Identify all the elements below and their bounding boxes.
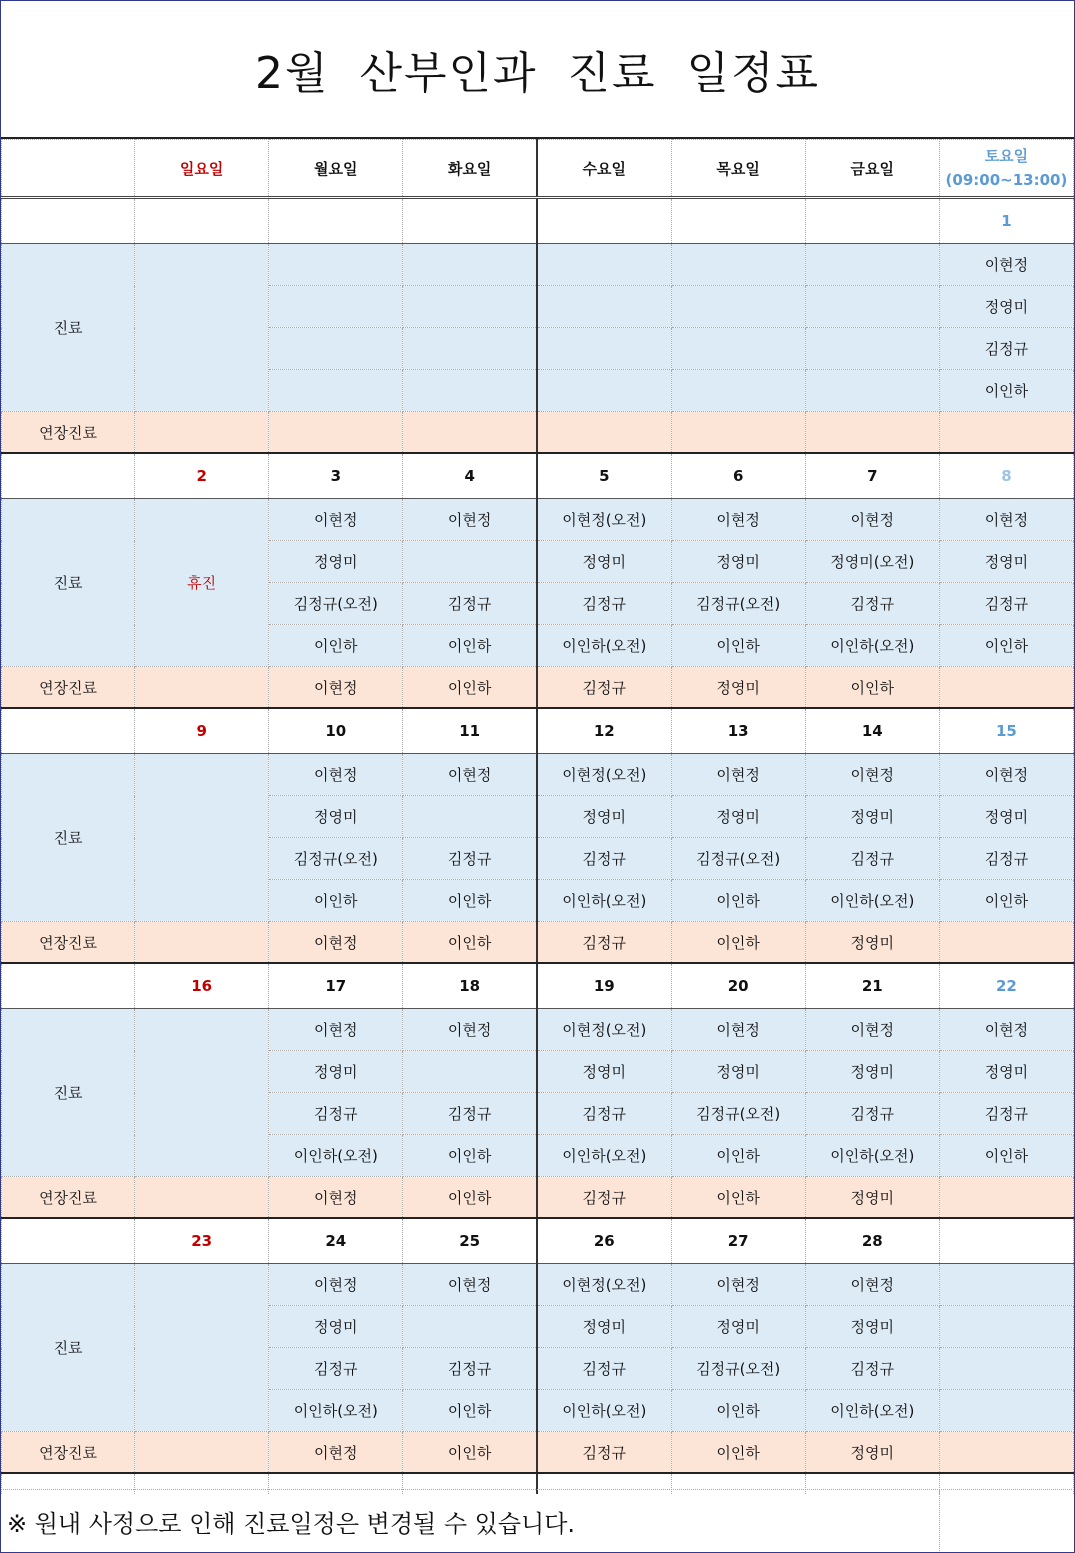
doctor-cell: 이현정 [403, 1009, 537, 1051]
clinic-row [2, 1009, 1074, 1051]
extended-label: 연장진료 [2, 412, 135, 454]
doctor-cell: 정영미 [805, 1051, 939, 1093]
doctor-cell: 김정규(오전) [671, 1093, 805, 1135]
doctor-cell [269, 244, 403, 286]
doctor-cell: 이현정 [805, 1264, 939, 1306]
date-cell [537, 198, 671, 244]
doctor-cell [671, 328, 805, 370]
extended-doctor-cell [939, 922, 1073, 964]
doctor-cell: 정영미 [939, 796, 1073, 838]
doctor-cell: 이인하 [939, 1135, 1073, 1177]
doctor-cell: 정영미 [269, 1306, 403, 1348]
date-cell: 12 [537, 708, 671, 754]
schedule-table [1, 139, 1074, 1494]
date-cell: 25 [403, 1218, 537, 1264]
doctor-cell: 이현정(오전) [537, 499, 671, 541]
doctor-cell: 이현정 [269, 499, 403, 541]
header-friday: 금요일 [805, 140, 939, 198]
doctor-cell: 이현정 [671, 1264, 805, 1306]
doctor-cell: 이현정 [269, 754, 403, 796]
date-cell: 10 [269, 708, 403, 754]
date-cell: 15 [939, 708, 1073, 754]
doctor-cell [537, 244, 671, 286]
doctor-cell: 이현정(오전) [537, 1264, 671, 1306]
doctor-cell: 이현정 [269, 1264, 403, 1306]
header-wednesday: 수요일 [537, 140, 671, 198]
date-cell: 14 [805, 708, 939, 754]
doctor-cell [269, 328, 403, 370]
footnote-column-line [939, 1490, 940, 1553]
extended-clinic-row [2, 1432, 1074, 1474]
extended-clinic-row [2, 412, 1074, 454]
extended-label: 연장진료 [2, 1177, 135, 1219]
extended-doctor-cell: 이인하 [403, 667, 537, 709]
clinic-row [2, 499, 1074, 541]
extended-doctor-cell: 이현정 [269, 667, 403, 709]
date-cell: 2 [135, 453, 269, 499]
date-row-label-cell [2, 453, 135, 499]
doctor-cell: 김정규 [269, 1093, 403, 1135]
extended-doctor-cell: 정영미 [805, 922, 939, 964]
doctor-cell: 이현정(오전) [537, 1009, 671, 1051]
doctor-cell: 이현정 [403, 754, 537, 796]
header-blank-cell [2, 140, 135, 198]
doctor-cell [403, 1306, 537, 1348]
date-cell [403, 198, 537, 244]
clinic-row [2, 1264, 1074, 1306]
week-date-row [2, 963, 1074, 1009]
doctor-cell [805, 328, 939, 370]
extended-doctor-cell: 이인하 [671, 1177, 805, 1219]
date-row-label-cell [2, 198, 135, 244]
doctor-cell: 정영미 [805, 1306, 939, 1348]
header-tuesday: 화요일 [403, 140, 537, 198]
header-monday: 월요일 [269, 140, 403, 198]
clinic-label: 진료 [2, 1009, 135, 1177]
doctor-cell: 김정규 [537, 583, 671, 625]
doctor-cell: 이인하 [671, 1135, 805, 1177]
doctor-cell [537, 286, 671, 328]
doctor-cell: 이인하(오전) [537, 880, 671, 922]
doctor-cell: 김정규 [537, 1093, 671, 1135]
doctor-cell [537, 370, 671, 412]
doctor-cell: 정영미 [537, 1306, 671, 1348]
sunday-cell: 휴진 [135, 499, 269, 667]
sunday-cell [135, 244, 269, 412]
date-cell: 18 [403, 963, 537, 1009]
extended-doctor-cell: 김정규 [537, 667, 671, 709]
extended-doctor-cell [671, 412, 805, 454]
doctor-cell [403, 286, 537, 328]
date-cell: 6 [671, 453, 805, 499]
doctor-cell: 이현정 [805, 1009, 939, 1051]
doctor-cell [671, 244, 805, 286]
clinic-row [2, 244, 1074, 286]
extended-doctor-cell [939, 667, 1073, 709]
date-cell: 9 [135, 708, 269, 754]
extended-label: 연장진료 [2, 922, 135, 964]
doctor-cell: 이현정 [671, 754, 805, 796]
extended-doctor-cell: 김정규 [537, 1432, 671, 1474]
sunday-cell [135, 754, 269, 922]
doctor-cell [671, 370, 805, 412]
doctor-cell: 김정규(오전) [671, 838, 805, 880]
doctor-cell: 이인하(오전) [805, 1135, 939, 1177]
date-cell: 28 [805, 1218, 939, 1264]
extended-doctor-cell [269, 412, 403, 454]
sunday-cell [135, 1264, 269, 1432]
doctor-cell: 정영미 [269, 1051, 403, 1093]
extended-doctor-cell: 이현정 [269, 1432, 403, 1474]
doctor-cell: 이인하(오전) [805, 1390, 939, 1432]
doctor-cell: 김정규 [403, 1093, 537, 1135]
extended-sunday-cell [135, 1432, 269, 1474]
extended-sunday-cell [135, 1177, 269, 1219]
doctor-cell: 이인하 [939, 880, 1073, 922]
header-sunday: 일요일 [135, 140, 269, 198]
doctor-cell [939, 1306, 1073, 1348]
header-saturday-label: 토요일 [984, 147, 1029, 165]
doctor-cell: 김정규(오전) [269, 583, 403, 625]
doctor-cell: 김정규 [805, 1093, 939, 1135]
doctor-cell: 이현정 [671, 1009, 805, 1051]
extended-sunday-cell [135, 412, 269, 454]
date-cell [269, 198, 403, 244]
sunday-cell [135, 1009, 269, 1177]
extended-doctor-cell [537, 412, 671, 454]
extended-doctor-cell: 이인하 [671, 1432, 805, 1474]
extended-doctor-cell: 정영미 [805, 1432, 939, 1474]
doctor-cell: 김정규 [805, 838, 939, 880]
doctor-cell: 이현정 [805, 754, 939, 796]
doctor-cell [403, 796, 537, 838]
date-cell: 1 [939, 198, 1073, 244]
extended-doctor-cell: 이인하 [671, 922, 805, 964]
week-date-row [2, 708, 1074, 754]
doctor-cell: 정영미 [537, 1051, 671, 1093]
extended-doctor-cell [939, 412, 1073, 454]
doctor-cell: 김정규 [805, 583, 939, 625]
extended-label: 연장진료 [2, 1432, 135, 1474]
doctor-cell [403, 541, 537, 583]
extended-doctor-cell: 이현정 [269, 922, 403, 964]
doctor-cell: 이인하 [403, 1390, 537, 1432]
page-title: 2월 산부인과 진료 일정표 [1, 1, 1074, 139]
doctor-cell: 정영미 [671, 1306, 805, 1348]
extended-doctor-cell [939, 1177, 1073, 1219]
date-cell [135, 198, 269, 244]
doctor-cell: 김정규(오전) [671, 583, 805, 625]
doctor-cell: 이현정 [671, 499, 805, 541]
date-cell: 7 [805, 453, 939, 499]
extended-doctor-cell: 이인하 [403, 922, 537, 964]
clinic-row [2, 754, 1074, 796]
extended-doctor-cell: 이인하 [403, 1432, 537, 1474]
doctor-cell: 정영미 [671, 541, 805, 583]
doctor-cell: 김정규 [939, 328, 1073, 370]
extended-doctor-cell: 김정규 [537, 1177, 671, 1219]
doctor-cell: 정영미 [671, 796, 805, 838]
date-row-label-cell [2, 708, 135, 754]
doctor-cell: 이현정 [939, 499, 1073, 541]
extended-doctor-cell: 이인하 [403, 1177, 537, 1219]
doctor-cell [269, 370, 403, 412]
doctor-cell: 정영미 [269, 796, 403, 838]
doctor-cell: 이인하(오전) [537, 1135, 671, 1177]
doctor-cell [403, 1051, 537, 1093]
extended-doctor-cell [805, 412, 939, 454]
footnote-area [1, 1489, 1074, 1553]
date-cell: 24 [269, 1218, 403, 1264]
doctor-cell: 김정규 [537, 838, 671, 880]
date-cell: 4 [403, 453, 537, 499]
doctor-cell: 김정규 [269, 1348, 403, 1390]
extended-doctor-cell [403, 412, 537, 454]
doctor-cell: 김정규 [403, 838, 537, 880]
header-saturday-hours: (09:00~13:00) [945, 171, 1068, 189]
date-cell: 8 [939, 453, 1073, 499]
date-cell [939, 1218, 1073, 1264]
doctor-cell: 이현정 [805, 499, 939, 541]
doctor-cell: 이현정 [269, 1009, 403, 1051]
extended-doctor-cell [939, 1432, 1073, 1474]
date-row-label-cell [2, 1218, 135, 1264]
extended-clinic-row [2, 1177, 1074, 1219]
doctor-cell: 김정규(오전) [269, 838, 403, 880]
date-cell: 13 [671, 708, 805, 754]
footnote: ※ 원내 사정으로 인해 진료일정은 변경될 수 있습니다. [7, 1510, 576, 1538]
doctor-cell: 이현정(오전) [537, 754, 671, 796]
date-cell: 23 [135, 1218, 269, 1264]
doctor-cell: 이인하(오전) [269, 1390, 403, 1432]
doctor-cell: 김정규 [403, 1348, 537, 1390]
doctor-cell: 김정규 [537, 1348, 671, 1390]
doctor-cell: 이인하(오전) [537, 1390, 671, 1432]
week-date-row [2, 1218, 1074, 1264]
doctor-cell: 이인하 [671, 625, 805, 667]
doctor-cell: 정영미 [537, 541, 671, 583]
date-cell: 19 [537, 963, 671, 1009]
doctor-cell: 이인하(오전) [269, 1135, 403, 1177]
doctor-cell [671, 286, 805, 328]
doctor-cell: 정영미 [269, 541, 403, 583]
week-date-row [2, 198, 1074, 244]
extended-doctor-cell: 이현정 [269, 1177, 403, 1219]
doctor-cell [939, 1348, 1073, 1390]
doctor-cell: 이인하 [939, 625, 1073, 667]
doctor-cell [805, 286, 939, 328]
extended-doctor-cell: 정영미 [805, 1177, 939, 1219]
extended-doctor-cell: 정영미 [671, 667, 805, 709]
date-cell: 16 [135, 963, 269, 1009]
doctor-cell: 이현정 [939, 754, 1073, 796]
doctor-cell: 이현정 [939, 1009, 1073, 1051]
extended-doctor-cell: 이인하 [805, 667, 939, 709]
date-cell: 27 [671, 1218, 805, 1264]
date-cell: 3 [269, 453, 403, 499]
clinic-label: 진료 [2, 1264, 135, 1432]
doctor-cell: 김정규(오전) [671, 1348, 805, 1390]
date-cell [671, 198, 805, 244]
extended-clinic-row [2, 922, 1074, 964]
date-cell: 5 [537, 453, 671, 499]
doctor-cell: 김정규 [939, 1093, 1073, 1135]
doctor-cell: 정영미 [537, 796, 671, 838]
doctor-cell [537, 328, 671, 370]
date-cell: 26 [537, 1218, 671, 1264]
doctor-cell: 이인하 [269, 625, 403, 667]
doctor-cell: 이인하 [671, 880, 805, 922]
doctor-cell: 이인하(오전) [805, 880, 939, 922]
doctor-cell [403, 370, 537, 412]
doctor-cell: 정영미 [805, 796, 939, 838]
date-cell [805, 198, 939, 244]
extended-doctor-cell: 김정규 [537, 922, 671, 964]
date-row-label-cell [2, 963, 135, 1009]
doctor-cell: 이인하 [269, 880, 403, 922]
doctor-cell: 이현정 [939, 244, 1073, 286]
doctor-cell: 이인하 [403, 880, 537, 922]
doctor-cell: 정영미 [939, 1051, 1073, 1093]
date-cell: 17 [269, 963, 403, 1009]
extended-clinic-row [2, 667, 1074, 709]
date-cell: 20 [671, 963, 805, 1009]
doctor-cell [939, 1390, 1073, 1432]
doctor-cell: 정영미 [671, 1051, 805, 1093]
header-saturday [939, 140, 1073, 198]
date-cell: 21 [805, 963, 939, 1009]
doctor-cell: 김정규 [939, 838, 1073, 880]
clinic-label: 진료 [2, 499, 135, 667]
extended-sunday-cell [135, 667, 269, 709]
extended-label: 연장진료 [2, 667, 135, 709]
doctor-cell [269, 286, 403, 328]
week-date-row [2, 453, 1074, 499]
doctor-cell: 이인하 [403, 625, 537, 667]
doctor-cell: 정영미(오전) [805, 541, 939, 583]
clinic-label: 진료 [2, 754, 135, 922]
doctor-cell [939, 1264, 1073, 1306]
doctor-cell: 이현정 [403, 499, 537, 541]
doctor-cell: 정영미 [939, 541, 1073, 583]
doctor-cell: 이인하(오전) [805, 625, 939, 667]
doctor-cell: 김정규 [403, 583, 537, 625]
doctor-cell: 이인하 [671, 1390, 805, 1432]
doctor-cell [805, 370, 939, 412]
doctor-cell: 김정규 [805, 1348, 939, 1390]
doctor-cell: 이인하(오전) [537, 625, 671, 667]
header-thursday: 목요일 [671, 140, 805, 198]
date-cell: 11 [403, 708, 537, 754]
date-cell: 22 [939, 963, 1073, 1009]
weekday-header-row [2, 140, 1074, 198]
doctor-cell: 정영미 [939, 286, 1073, 328]
extended-sunday-cell [135, 922, 269, 964]
clinic-label: 진료 [2, 244, 135, 412]
doctor-cell: 이인하 [939, 370, 1073, 412]
doctor-cell [403, 328, 537, 370]
doctor-cell: 이인하 [403, 1135, 537, 1177]
doctor-cell [403, 244, 537, 286]
doctor-cell [805, 244, 939, 286]
doctor-cell: 이현정 [403, 1264, 537, 1306]
doctor-cell: 김정규 [939, 583, 1073, 625]
